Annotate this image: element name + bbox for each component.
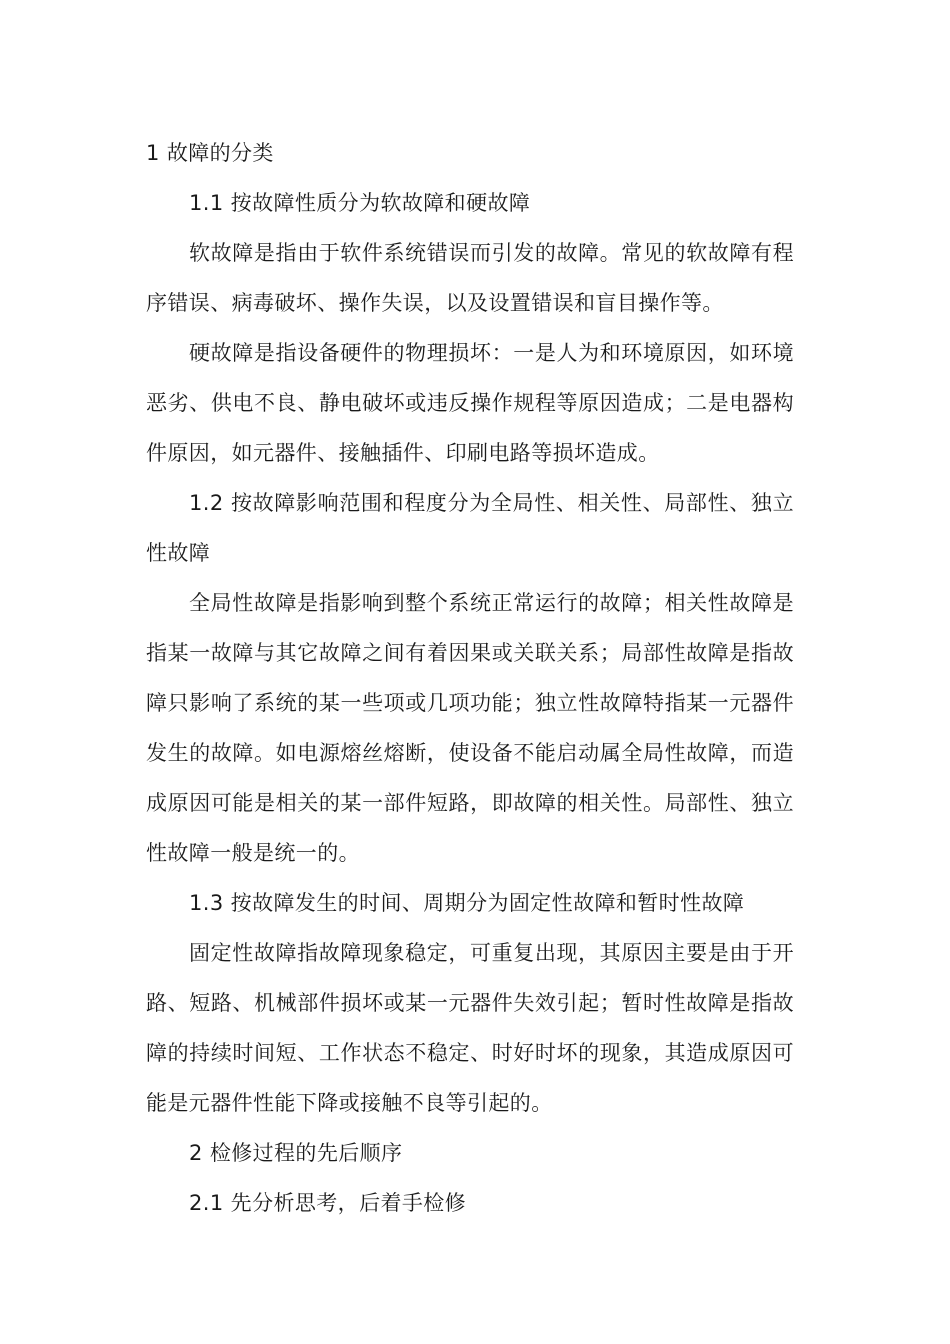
paragraph-hard-fault: 硬故障是指设备硬件的物理损坏：一是人为和环境原因，如环境恶劣、供电不良、静电破坏或违反操作规程等原因造成；二是电器构件原因，如元器件、接触插件、印刷电路等损坏造成。 <box>146 341 794 465</box>
document-body <box>146 128 794 1228</box>
subsection-heading-2-1: 2.1 先分析思考，后着手检修 <box>189 1191 467 1215</box>
subsection-heading-1-2: 1.2 按故障影响范围和程度分为全局性、相关性、局部性、独立性故障 <box>146 491 794 565</box>
paragraph-fault-timing: 固定性故障指故障现象稳定，可重复出现，其原因主要是由于开路、短路、机械部件损坏或某一元器件失效引起；暂时性故障是指故障的持续时间短、工作状态不稳定、时好时坏的现象，其造成原因可能是元器件性能下降或接触不良等引起的。 <box>146 941 794 1115</box>
paragraph-fault-scope: 全局性故障是指影响到整个系统正常运行的故障；相关性故障是指某一故障与其它故障之间有着因果或关联关系；局部性故障是指故障只影响了系统的某一些项或几项功能；独立性故障特指某一元器件发生的故障。如电源熔丝熔断，使设备不能启动属全局性故障，而造成原因可能是相关的某一部件短路，即故障的相关性。局部性、独立性故障一般是统一的。 <box>146 591 794 865</box>
subsection-heading-1-3: 1.3 按故障发生的时间、周期分为固定性故障和暂时性故障 <box>189 891 745 915</box>
section-heading-2: 2 检修过程的先后顺序 <box>189 1141 403 1165</box>
paragraph-soft-fault: 软故障是指由于软件系统错误而引发的故障。常见的软故障有程序错误、病毒破坏、操作失误，以及设置错误和盲目操作等。 <box>146 241 794 315</box>
section-heading-1: 1 故障的分类 <box>146 141 274 165</box>
subsection-heading-1-1: 1.1 按故障性质分为软故障和硬故障 <box>189 191 531 215</box>
